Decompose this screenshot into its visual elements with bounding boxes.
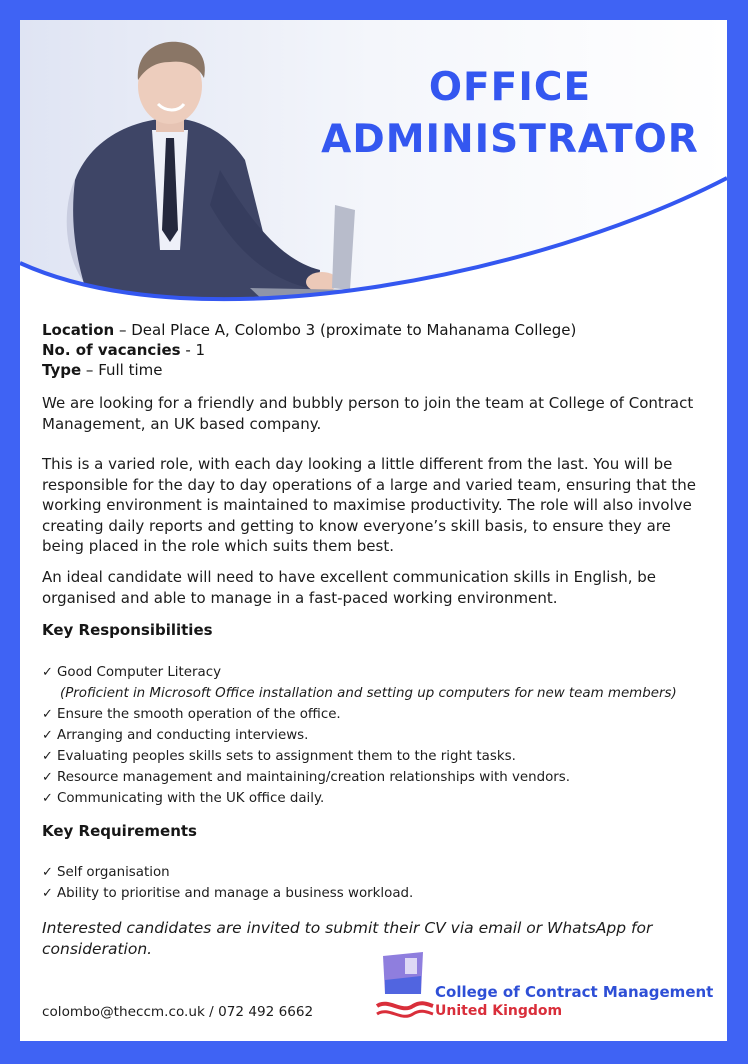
list-item	[42, 746, 727, 767]
responsibility-text: Ensure the smooth operation of the office.	[57, 707, 341, 722]
contact-info: colombo@theccm.co.uk / 072 492 6662	[42, 1004, 314, 1020]
list-item	[42, 788, 727, 809]
ideal-candidate: An ideal candidate will need to have excellent communication skills in English, be organised and able to manage in a fast-paced working environment.	[42, 568, 657, 607]
logo-name: College of Contract Management	[435, 983, 714, 1001]
requirements-list	[42, 862, 727, 904]
meta-vacancies-label: No. of vacancies	[42, 341, 181, 359]
list-item	[42, 662, 727, 704]
list-item	[42, 767, 727, 788]
role-description: This is a varied role, with each day looking a little different from the last. You will be responsible for the day to day operations of a large and varied team, ensuring that the working environment is maintained to maximise productivity. The role will also involve creating daily reports and getting to know everyone’s skill basis, to ensure they are being placed in the role which suits them best.	[42, 455, 697, 555]
logo-country: United Kingdom	[435, 1003, 563, 1019]
check-icon: ✓	[42, 749, 53, 764]
responsibility-text: Good Computer Literacy	[57, 665, 222, 680]
list-item	[42, 725, 727, 746]
requirements-heading: Key Requirements	[42, 822, 197, 840]
meta-type	[42, 360, 722, 380]
check-icon: ✓	[42, 791, 53, 806]
check-icon: ✓	[42, 770, 53, 785]
meta-type-sep: –	[81, 361, 99, 379]
responsibility-text: Resource management and maintaining/creation relationships with vendors.	[57, 770, 571, 785]
requirement-text: Ability to prioritise and manage a business workload.	[57, 886, 414, 901]
requirement-text: Self organisation	[57, 865, 170, 880]
check-icon: ✓	[42, 707, 53, 722]
college-logo	[375, 950, 725, 1022]
title-line-1: OFFICE	[428, 65, 592, 110]
meta-vacancies-sep: -	[180, 341, 196, 359]
responsibilities-heading: Key Responsibilities	[42, 621, 213, 639]
responsibility-text: Arranging and conducting interviews.	[57, 728, 309, 743]
list-item	[42, 704, 727, 725]
title-line-2: ADMINISTRATOR	[321, 117, 699, 162]
check-icon: ✓	[42, 728, 53, 743]
intro-paragraph: We are looking for a friendly and bubbly person to join the team at College of Contract Management, an UK based company.	[42, 394, 694, 433]
list-item	[42, 862, 727, 883]
responsibility-note: (Proficient in Microsoft Office installation and setting up computers for new team members)	[60, 686, 677, 701]
job-title	[290, 62, 727, 166]
meta-vacancies	[42, 340, 722, 360]
logo-emblem-icon	[375, 950, 435, 1022]
job-meta	[42, 320, 722, 380]
call-to-action: Interested candidates are invited to submit their CV via email or WhatsApp for consideration.	[42, 919, 653, 958]
list-item	[42, 883, 727, 904]
meta-vacancies-value: 1	[195, 341, 206, 359]
responsibility-text: Evaluating peoples skills sets to assignment them to the right tasks.	[57, 749, 516, 764]
meta-type-label: Type	[42, 361, 82, 379]
meta-location-value: Deal Place A, Colombo 3 (proximate to Mahanama College)	[131, 321, 577, 339]
responsibility-text: Communicating with the UK office daily.	[57, 791, 325, 806]
check-icon: ✓	[42, 886, 53, 901]
check-icon: ✓	[42, 865, 53, 880]
meta-location-label: Location	[42, 321, 115, 339]
responsibilities-list	[42, 662, 727, 809]
job-poster	[20, 20, 727, 1041]
meta-location-sep: –	[114, 321, 132, 339]
meta-type-value: Full time	[98, 361, 163, 379]
meta-location	[42, 320, 722, 340]
check-icon: ✓	[42, 665, 53, 680]
